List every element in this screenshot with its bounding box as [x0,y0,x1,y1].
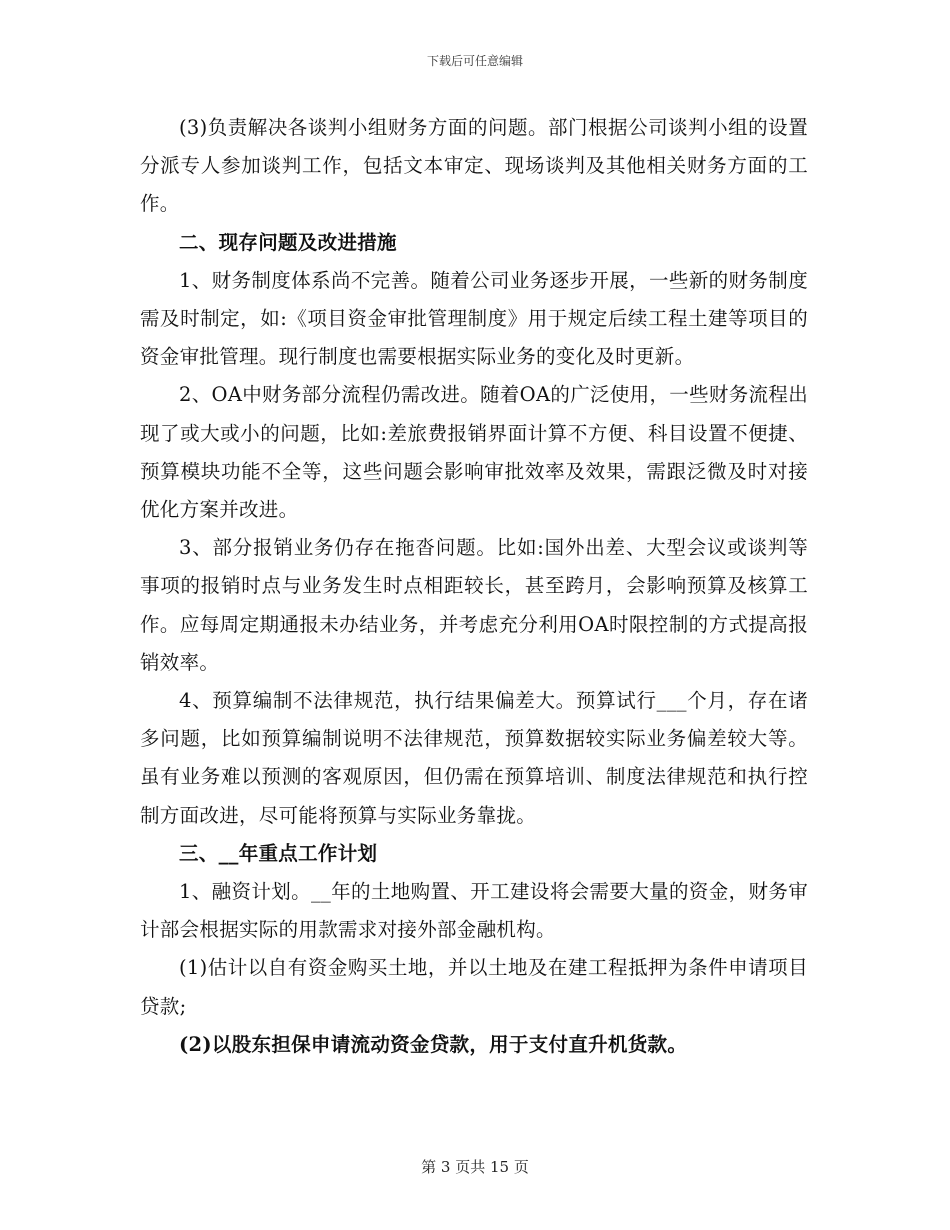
paragraph-finance-negotiation: (3)负责解决各谈判小组财务方面的问题。部门根据公司谈判小组的设置分派专人参加谈判工作，包括文本审定、现场谈判及其他相关财务方面的工作。 [140,116,808,216]
paragraph-issue-3: 3、部分报销业务仍存在拖沓问题。比如:国外出差、大型会议或谈判等事项的报销时点与业务发生时点相距较长，甚至跨月，会影响预算及核算工作。应每周定期通报未办结业务，并考虑充分利用OA时限控制的方式提高报销效率。 [140,536,808,674]
section-heading-issues: 二、现存问题及改进措施 [179,230,397,254]
page-footer: 第 3 页共 15 页 [421,1158,529,1176]
paragraph-issue-4: 4、预算编制不法律规范，执行结果偏差大。预算试行___个月，存在诸多问题，比如预算编制说明不法律规范，预算数据较实际业务偏差较大等。虽有业务难以预测的客观原因，但仍需在预算培训、制度法律规范和执行控制方面改进，尽可能将预算与实际业务靠拢。 [140,689,808,827]
paragraph-plan-1: 1、融资计划。__年的土地购置、开工建设将会需要大量的资金，财务审计部会根据实际的用款需求对接外部金融机构。 [140,880,808,942]
paragraph-issue-2: 2、OA中财务部分流程仍需改进。随着OA的广泛使用，一些财务流程出现了或大或小的问题，比如:差旅费报销界面计算不方便、科目设置不便捷、预算模块功能不全等，这些问题会影响审批效率及效果，需跟泛微及时对接优化方案并改进。 [140,383,808,522]
section-heading-plan: 三、__年重点工作计划 [179,841,378,865]
paragraph-plan-1-item-1: (1)估计以自有资金购买土地，并以土地及在建工程抵押为条件申请项目贷款; [140,956,808,1018]
page-header: 下载后可任意编辑 [426,54,523,68]
document-body [140,109,808,1064]
paragraph-plan-1-item-2: (2)以股东担保申请流动资金贷款，用于支付直升机货款。 [179,1032,688,1056]
paragraph-issue-1: 1、财务制度体系尚不完善。随着公司业务逐步开展，一些新的财务制度需及时制定，如:《项目资金审批管理制度》用于规定后续工程土建等项目的资金审批管理。现行制度也需要根据实际业务的变化及时更新。 [140,268,808,369]
